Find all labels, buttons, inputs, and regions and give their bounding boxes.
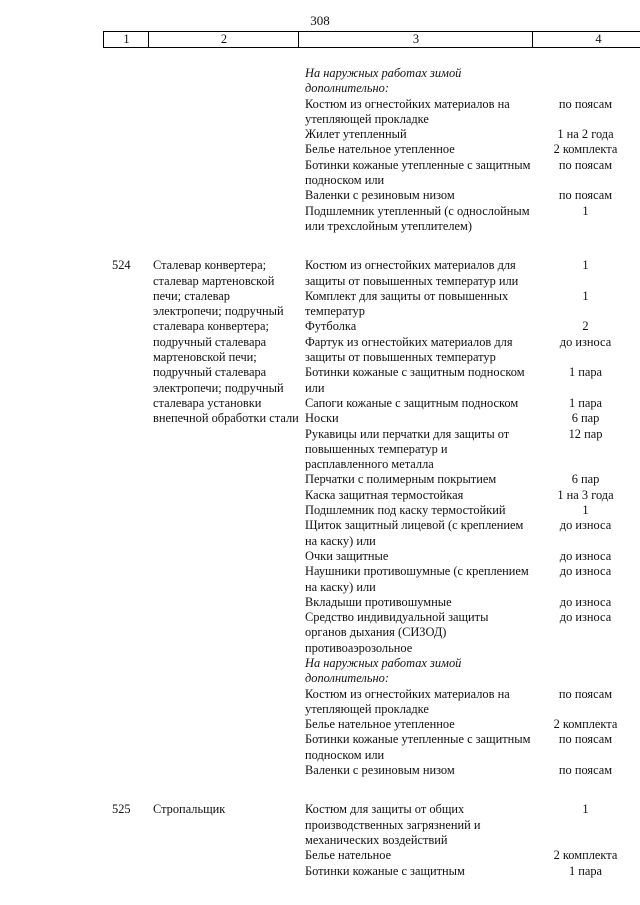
- ppe-issue-norm: 1 на 2 года: [557, 127, 614, 142]
- ppe-issue-norm: 6 пар: [571, 411, 600, 426]
- ppe-row: [305, 656, 640, 687]
- item-number: 525: [112, 802, 131, 817]
- ppe-row: [305, 427, 640, 473]
- ppe-item-name: Щиток защитный лицевой (с креплением на каску) или: [305, 518, 524, 548]
- ppe-row: [305, 158, 640, 189]
- ppe-row: [305, 258, 640, 289]
- ppe-issue-norm: 12 пар: [568, 426, 603, 441]
- ppe-item-name: Костюм из огнестойких материалов для защиты от повышенных температур или: [305, 258, 519, 288]
- ppe-row: [305, 319, 640, 334]
- ppe-list: [305, 66, 640, 234]
- ppe-issue-norm: до износа: [559, 594, 612, 609]
- ppe-issue-norm: 2 комплекта: [553, 717, 618, 732]
- ppe-row: [305, 687, 640, 718]
- header-col-2: 2: [148, 32, 299, 47]
- ppe-row: [305, 472, 640, 487]
- ppe-item-name: Каска защитная термостойкая: [305, 487, 464, 502]
- ppe-row: [305, 848, 640, 863]
- ppe-item-name: Вкладыши противошумные: [305, 594, 452, 609]
- ppe-issue-norm: 2 комплекта: [553, 142, 618, 157]
- ppe-item-name: Ботинки кожаные утепленные с защитным подноском или: [305, 732, 531, 762]
- ppe-issue-norm: 1 пара: [568, 365, 603, 380]
- ppe-list: [305, 258, 640, 778]
- header-col-1: 1: [103, 32, 149, 47]
- ppe-row: [305, 549, 640, 564]
- ppe-row: [305, 66, 640, 97]
- ppe-item-name: Костюм для защиты от общих производственных загрязнений и механических воздействий: [305, 802, 481, 847]
- ppe-item-name: Валенки с резиновым низом: [305, 188, 455, 203]
- ppe-issue-norm: 1 пара: [568, 395, 603, 410]
- ppe-item-name: Ботинки кожаные утепленные с защитным подноском или: [305, 157, 531, 188]
- ppe-issue-norm: до износа: [559, 548, 612, 563]
- ppe-issue-norm: 1: [582, 258, 589, 273]
- ppe-row: [305, 335, 640, 366]
- ppe-item-name: Белье нательное утепленное: [305, 142, 455, 157]
- table-body: [0, 66, 640, 879]
- ppe-row: [305, 411, 640, 426]
- ppe-item-name: На наружных работах зимой дополнительно:: [305, 66, 462, 96]
- ppe-issue-norm: по поясам: [558, 763, 613, 778]
- profession-block: [0, 802, 640, 878]
- ppe-item-name: Белье нательное: [305, 848, 392, 863]
- ppe-row: [305, 864, 640, 879]
- ppe-row: [305, 204, 640, 235]
- ppe-row: [305, 717, 640, 732]
- ppe-item-name: Валенки с резиновым низом: [305, 763, 455, 778]
- ppe-item-name: На наружных работах зимой дополнительно:: [305, 655, 462, 686]
- ppe-issue-norm: 2: [582, 319, 589, 334]
- ppe-row: [305, 365, 640, 396]
- ppe-item-name: Комплект для защиты от повышенных температур: [305, 288, 509, 319]
- profession-block: [0, 258, 640, 778]
- ppe-item-name: Жилет утепленный: [305, 127, 407, 142]
- ppe-row: [305, 97, 640, 128]
- ppe-item-name: Костюм из огнестойких материалов на утепляющей прокладке: [305, 96, 510, 126]
- ppe-row: [305, 488, 640, 503]
- profession-block: [0, 66, 640, 234]
- ppe-issue-norm: 6 пар: [571, 472, 600, 487]
- ppe-item-name: Перчатки с полимерным покрытием: [305, 472, 497, 487]
- ppe-issue-norm: по поясам: [558, 96, 613, 111]
- ppe-issue-norm: до износа: [559, 610, 612, 625]
- ppe-row: [305, 763, 640, 778]
- ppe-item-name: Средство индивидуальной защиты органов дыхания (СИЗОД) противоаэрозольное: [305, 610, 489, 655]
- ppe-issue-norm: до износа: [559, 334, 612, 349]
- ppe-item-name: Ботинки кожаные с защитным подноском или: [305, 365, 525, 395]
- ppe-issue-norm: до износа: [559, 518, 612, 533]
- ppe-row: [305, 142, 640, 157]
- ppe-issue-norm: 1: [582, 503, 589, 518]
- ppe-item-name: Рукавицы или перчатки для защиты от повышенных температур и расплавленного металла: [305, 426, 510, 472]
- ppe-issue-norm: по поясам: [558, 157, 613, 172]
- profession-name: Стропальщик: [153, 802, 226, 817]
- ppe-issue-norm: 1 пара: [568, 863, 603, 878]
- block-gap: [0, 234, 640, 258]
- header-col-4: 4: [532, 32, 640, 47]
- page-number: 308: [310, 13, 330, 28]
- ppe-row: [305, 595, 640, 610]
- ppe-issue-norm: по поясам: [558, 188, 613, 203]
- ppe-item-name: Подшлемник утепленный (с однослойным или трехслойным утеплителем): [305, 203, 530, 233]
- ppe-issue-norm: по поясам: [558, 686, 613, 701]
- ppe-row: [305, 802, 640, 848]
- header-col-3: 3: [298, 32, 533, 47]
- ppe-item-name: Костюм из огнестойких материалов на утепляющей прокладке: [305, 686, 510, 716]
- ppe-row: [305, 564, 640, 595]
- ppe-issue-norm: 1 на 3 года: [557, 487, 614, 502]
- item-number: 524: [112, 258, 131, 273]
- ppe-item-name: Сапоги кожаные с защитным подноском: [305, 395, 519, 410]
- ppe-issue-norm: 2 комплекта: [553, 848, 618, 863]
- ppe-row: [305, 503, 640, 518]
- ppe-item-name: Ботинки кожаные с защитным: [305, 863, 465, 878]
- ppe-list: [305, 802, 640, 878]
- ppe-issue-norm: 1: [582, 802, 589, 817]
- ppe-row: [305, 518, 640, 549]
- ppe-item-name: Очки защитные: [305, 548, 389, 563]
- ppe-row: [305, 732, 640, 763]
- ppe-issue-norm: [531, 66, 640, 97]
- ppe-issue-norm: до износа: [559, 564, 612, 579]
- ppe-item-name: Белье нательное утепленное: [305, 717, 455, 732]
- ppe-item-name: Наушники противошумные (с креплением на каску) или: [305, 564, 529, 594]
- ppe-row: [305, 396, 640, 411]
- ppe-issue-norm: 1: [582, 288, 589, 303]
- ppe-item-name: Фартук из огнестойких материалов для защиты от повышенных температур: [305, 334, 513, 365]
- ppe-item-name: Подшлемник под каску термостойкий: [305, 503, 506, 518]
- ppe-issue-norm: [531, 656, 640, 687]
- ppe-row: [305, 289, 640, 320]
- ppe-row: [305, 610, 640, 656]
- table-header: [103, 31, 640, 48]
- ppe-item-name: Футболка: [305, 319, 357, 334]
- ppe-row: [305, 127, 640, 142]
- ppe-item-name: Носки: [305, 411, 339, 426]
- ppe-issue-norm: по поясам: [558, 732, 613, 747]
- profession-name: Сталевар конвертера; сталевар мартеновской печи; сталевар электропечи; подручный сталевара конвертера; подручный сталевара мартеновской печи; подручный сталевара электропечи; подручный сталевара установки внепечной обработки стали: [153, 258, 299, 426]
- ppe-row: [305, 188, 640, 203]
- block-gap: [0, 778, 640, 802]
- ppe-issue-norm: 1: [582, 203, 589, 218]
